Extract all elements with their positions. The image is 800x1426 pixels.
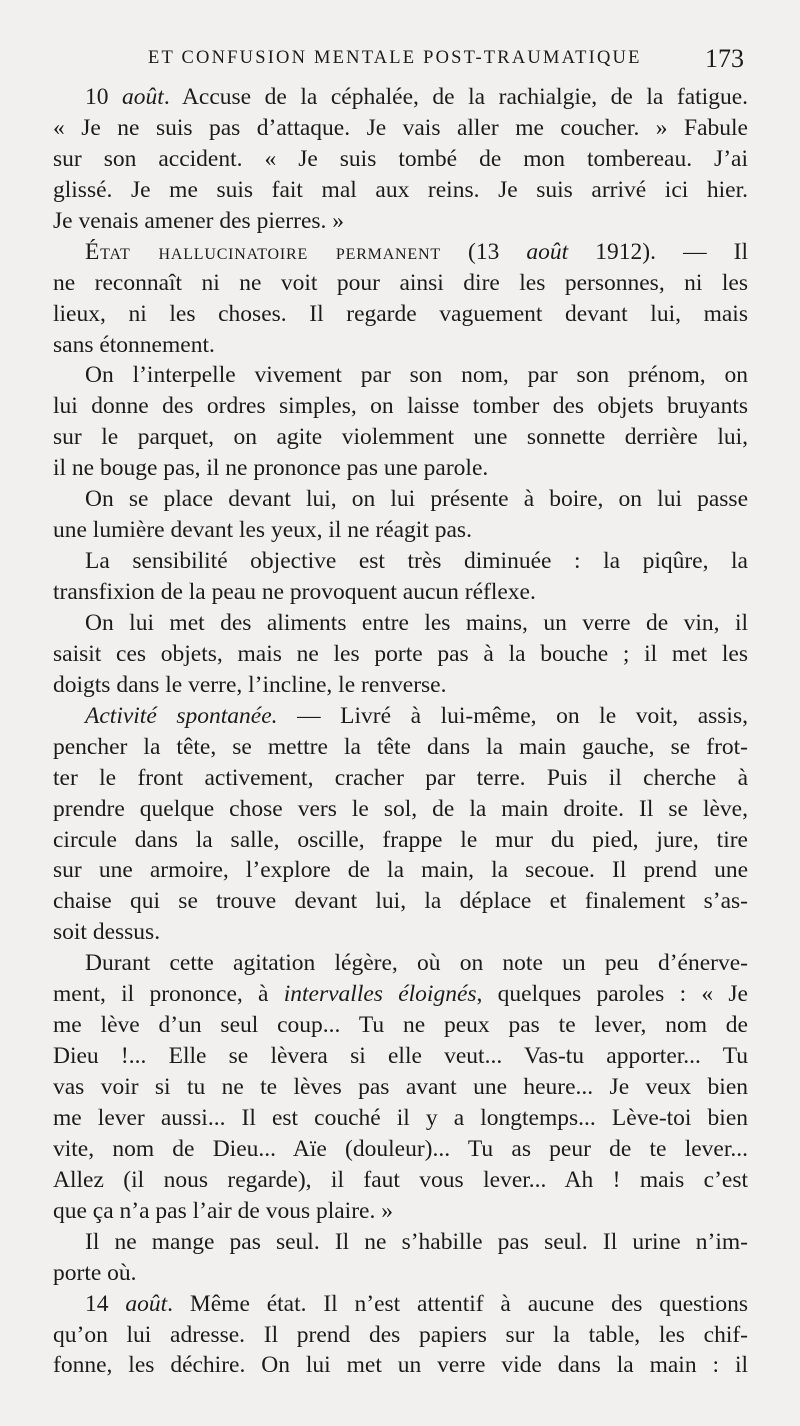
text-line: circule dans la salle, oscille, frappe le mur du pied, jure, tire: [53, 826, 748, 853]
running-title: ET CONFUSION MENTALE POST-TRAUMATIQUE: [148, 48, 642, 68]
text-line: 10 août. Accuse de la céphalée, de la rachialgie, de la fatigue.: [85, 84, 749, 110]
text-line: porte où.: [53, 1259, 137, 1286]
text-line: chaise qui se trouve devant lui, la déplace et finalement s’as-: [53, 888, 748, 915]
text-line: vas voir si tu ne te lèves pas avant une heure... Je veux bien: [53, 1074, 748, 1100]
text-line: Il ne mange pas seul. Il ne s’habille pas seul. Il urine n’im-: [85, 1228, 748, 1255]
text-line: lui donne des ordres simples, on laisse tomber des objets bruyants: [53, 393, 748, 420]
text-line: « Je ne suis pas d’attaque. Je vais aller me coucher. » Fabule: [53, 114, 748, 141]
text-line: prendre quelque chose vers le sol, de la main droite. Il se lève,: [53, 795, 748, 822]
text-line: une lumière devant les yeux, il ne réagit pas.: [53, 517, 472, 544]
text-line: que ça n’a pas l’air de vous plaire. »: [53, 1197, 393, 1224]
text-line: Allez (il nous regarde), il faut vous lever... Ah ! mais c’est: [53, 1166, 748, 1193]
text-line: sur le parquet, on agite violemment une sonnette derrière lui,: [53, 424, 748, 451]
text-line: Durant cette agitation légère, où on note un peu d’énerve-: [85, 950, 748, 977]
text-line: lieux, ni les choses. Il regarde vaguement devant lui, mais: [53, 300, 748, 327]
text-line: ter le front activement, cracher par terre. Puis il cherche à: [53, 764, 748, 791]
text-line: sur son accident. « Je suis tombé de mon tombereau. J’ai: [53, 145, 748, 172]
text-line: il ne bouge pas, il ne prononce pas une parole.: [53, 455, 489, 482]
text-line: ment, il prononce, à intervalles éloignés, quelques paroles : « Je: [53, 981, 748, 1008]
text-line: État hallucinatoire permanent (13 août 1912). — Il: [85, 238, 749, 265]
text-line: fonne, les déchire. On lui met un verre vide dans la main : il: [53, 1352, 748, 1379]
text-line: ne reconnaît ni ne voit pour ainsi dire les personnes, ni les: [53, 269, 748, 296]
text-line: La sensibilité objective est très diminuée : la piqûre, la: [85, 548, 748, 575]
text-line: pencher la tête, se mettre la tête dans la main gauche, se frot-: [53, 733, 748, 760]
text-line: transfixion de la peau ne provoquent aucun réflexe.: [53, 579, 536, 605]
text-line: glissé. Je me suis fait mal aux reins. Je suis arrivé ici hier.: [53, 176, 748, 203]
text-line: doigts dans le verre, l’incline, le renverse.: [53, 671, 447, 698]
body-text: [53, 82, 748, 1381]
text-line: 14 août. Même état. Il n’est attentif à aucune des questions: [85, 1290, 749, 1317]
page-number: 173: [705, 44, 744, 73]
text-line: On lui met des aliments entre les mains, un verre de vin, il: [85, 609, 748, 636]
text-line: On se place devant lui, on lui présente à boire, on lui passe: [85, 486, 748, 513]
text-line: Je venais amener des pierres. »: [53, 207, 345, 234]
text-line: sur une armoire, l’explore de la main, la secoue. Il prend une: [53, 857, 748, 884]
text-line: me lever aussi... Il est couché il y a longtemps... Lève-toi bien: [53, 1104, 748, 1131]
text-line: soit dessus.: [53, 919, 161, 946]
text-line: vite, nom de Dieu... Aïe (douleur)... Tu as peur de te lever...: [53, 1135, 748, 1162]
text-line: Dieu !... Elle se lèvera si elle veut... Vas-tu apporter... Tu: [53, 1043, 748, 1070]
text-line: saisit ces objets, mais ne les porte pas à la bouche ; il met les: [53, 640, 748, 667]
text-line: Activité spontanée. — Livré à lui-même, on le voit, assis,: [85, 702, 748, 729]
text-line: On l’interpelle vivement par son nom, par son prénom, on: [85, 362, 748, 389]
page-header: [56, 44, 746, 76]
text-line: me lève d’un seul coup... Tu ne peux pas te lever, nom de: [53, 1012, 748, 1039]
text-line: sans étonnement.: [53, 331, 215, 358]
text-line: qu’on lui adresse. Il prend des papiers sur la table, les chif-: [53, 1321, 748, 1348]
